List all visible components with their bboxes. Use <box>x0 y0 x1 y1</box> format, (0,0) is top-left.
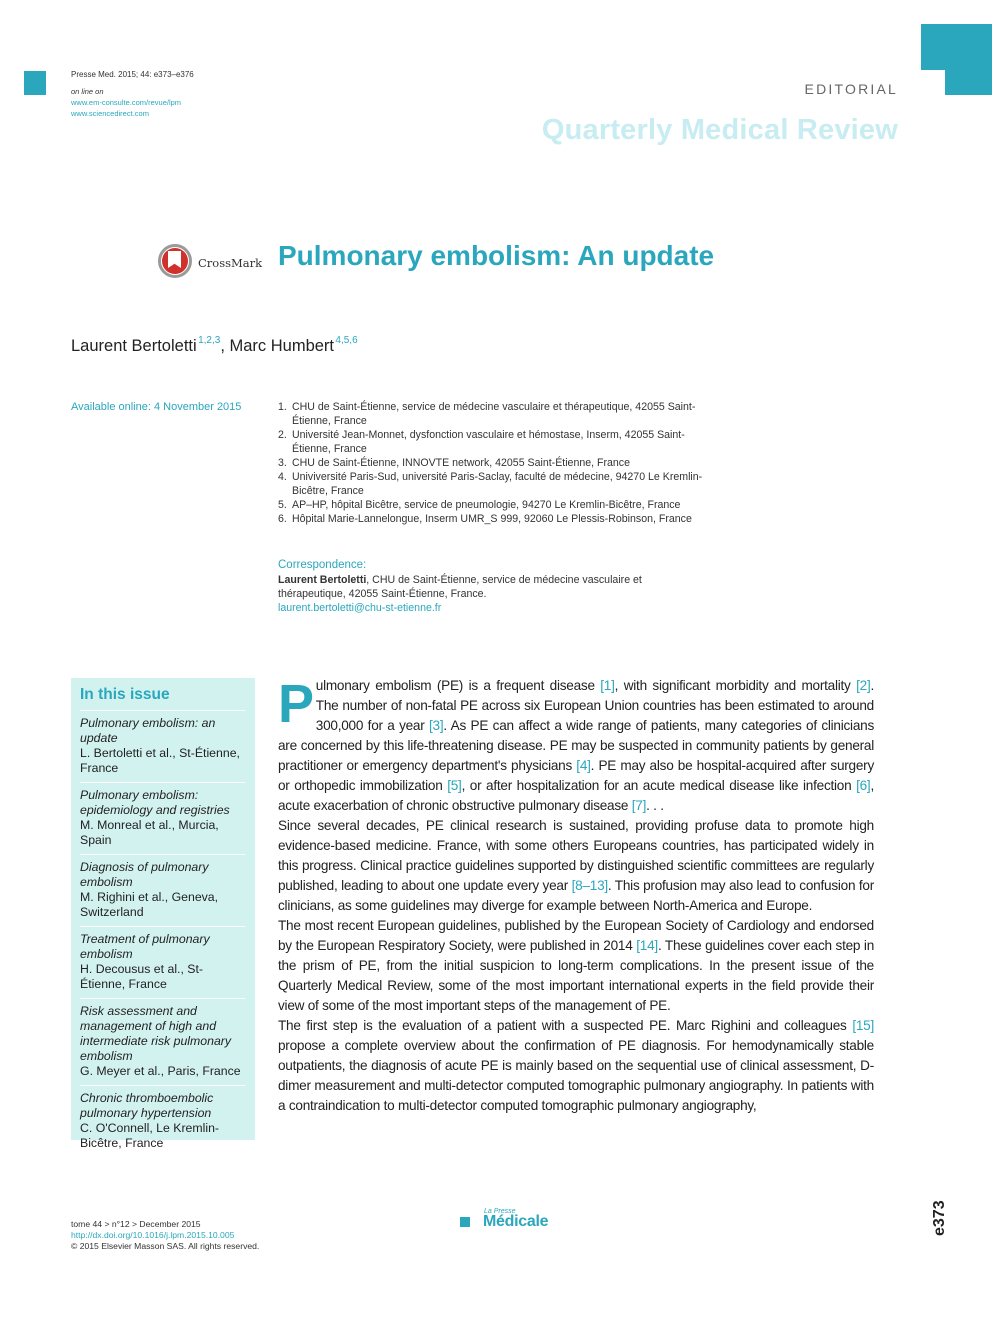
author-affiliation-ref[interactable]: 4,5,6 <box>335 335 358 346</box>
citation-ref[interactable]: [4] <box>576 758 591 773</box>
affiliation-list <box>278 400 718 526</box>
page-footer <box>71 1219 259 1252</box>
logo-square-icon <box>460 1217 470 1227</box>
citation-ref[interactable]: [14] <box>636 938 658 953</box>
author-name: Laurent Bertoletti <box>71 337 197 355</box>
journal-url-sciencedirect[interactable]: www.sciencedirect.com <box>71 109 149 118</box>
doi-link[interactable]: http://dx.doi.org/10.1016/j.lpm.2015.10.005 <box>71 1230 235 1240</box>
section-label: EDITORIAL <box>804 81 898 97</box>
sidebar-issue-item[interactable]: Treatment of pulmonary embolism H. Decousus et al., St-Étienne, France <box>80 926 245 998</box>
copyright: © 2015 Elsevier Masson SAS. All rights reserved. <box>71 1241 260 1251</box>
drop-cap: P <box>278 674 314 734</box>
correspondence-name: Laurent Bertoletti <box>278 574 367 586</box>
affiliation-item: 6. Hôpital Marie-Lannelongue, Inserm UMR_S 999, 92060 Le Plessis-Robinson, France <box>278 513 692 525</box>
citation-ref[interactable]: [7] <box>631 798 647 813</box>
citation-ref[interactable]: [2] <box>856 678 871 693</box>
affiliation-item: 5. AP–HP, hôpital Bicêtre, service de pneumologie, 94270 Le Kremlin-Bicêtre, France <box>278 499 681 511</box>
journal-citation: Presse Med. 2015; 44: e373–e376 <box>71 70 194 79</box>
citation-ref[interactable]: [1] <box>600 678 615 693</box>
citation-ref[interactable]: [5] <box>447 778 462 793</box>
author-affiliation-ref[interactable]: 1,2,3 <box>198 335 221 346</box>
logo-big-text: Médicale <box>483 1213 549 1230</box>
crossmark-badge[interactable] <box>158 244 263 282</box>
crossmark-label: CrossMark <box>198 256 263 270</box>
sidebar-issue-item[interactable]: Diagnosis of pulmonary embolism M. Righini et al., Geneva, Switzerland <box>80 854 245 926</box>
journal-meta <box>71 69 194 119</box>
online-label: on line on <box>71 87 104 96</box>
issue-info: tome 44 > n°12 > December 2015 <box>71 1219 201 1229</box>
affiliation-item: 2. Université Jean-Monnet, dysfonction vasculaire et hémostase, Inserm, 42055 Saint-Étienne, France <box>278 429 685 455</box>
sidebar-issue-item[interactable]: Pulmonary embolism: an update L. Bertoletti et al., St-Étienne, France <box>80 710 245 782</box>
page-number: e373 <box>931 1200 948 1236</box>
decor-square-left <box>24 71 46 95</box>
body-paragraph: Pulmonary embolism (PE) is a frequent disease [1], with significant morbidity and mortality [2]. The number of non-fatal PE across six European Union countries has been estimated to around 300,000 for a year [3]. As PE can affect a wide range of patients, many categories of clinicians are concerned by this life-threatening disease. PE may be suspected in community patients by general practitioner or emergency department's physicians [4]. PE may also be hospital-acquired after surgery or orthopedic immobilization [5], or after hospitalization for an acute medical disease like infection [6], acute exacerbation of chronic obstructive pulmonary disease [7]. . . <box>278 674 875 813</box>
correspondence-block <box>278 558 698 615</box>
body-paragraph: Since several decades, PE clinical research is sustained, providing profuse data to promote high evidence-based medicine. France, with some others Europeans countries, has participated widely in this progress. Clinical practice guidelines supported by distinguished scientific committees are regularly published, leading to about one update every year [8–13]. This profusion may also lead to confusion for clinicians, as some guidelines may diverge for example between North-America and Europe. <box>278 818 874 913</box>
logo-small-text: La Presse <box>484 1208 516 1215</box>
article-body <box>278 676 874 1116</box>
correspondence-heading: Correspondence: <box>278 559 367 571</box>
sidebar-issue-item[interactable]: Pulmonary embolism: epidemiology and registries M. Monreal et al., Murcia, Spain <box>80 782 245 854</box>
author-list: Laurent Bertoletti $^{1,2,3}$, Marc Humbert $^{4,5,6}$ <box>71 335 358 355</box>
citation-ref[interactable]: [15] <box>852 1018 874 1033</box>
sidebar-issue-item[interactable]: Risk assessment and management of high and intermediate risk pulmonary embolism G. Meyer et al., Paris, France <box>80 998 245 1085</box>
series-title: Quarterly Medical Review <box>541 114 898 146</box>
affiliation-item: 1. CHU de Saint-Étienne, service de médecine vasculaire et thérapeutique, 42055 Saint-Étienne, France <box>278 401 696 427</box>
in-this-issue-sidebar <box>71 678 255 1150</box>
decor-notch <box>921 70 945 95</box>
correspondence-email-link[interactable]: laurent.bertoletti@chu-st-etienne.fr <box>278 602 442 614</box>
correspondence-address: Laurent Bertoletti, CHU de Saint-Étienne, service de médecine vasculaire et thérapeutique, 42055 Saint-Étienne, France. <box>278 574 642 600</box>
sidebar-heading: In this issue <box>80 686 170 703</box>
citation-ref[interactable]: [3] <box>429 718 444 733</box>
article-title: Pulmonary embolism: An update <box>278 240 715 271</box>
body-paragraph: The most recent European guidelines, published by the European Society of Cardiology and endorsed by the European Respiratory Society, were published in 2014 [14]. These guidelines cover each step in the prism of PE, from the initial suspicion to long-term complications. In the present issue of the Quarterly Medical Review, some of the most important international experts in the field provide their view of some of the most important steps of the management of PE. <box>278 918 875 1013</box>
citation-ref[interactable]: [6] <box>856 778 871 793</box>
affiliation-item: 4. Univiversité Paris-Sud, université Paris-Saclay, faculté de médecine, 94270 Le Kremlin-Bicêtre, France <box>278 471 703 497</box>
author-name: Marc Humbert <box>229 337 335 355</box>
body-paragraph: The first step is the evaluation of a patient with a suspected PE. Marc Righini and colleagues [15] propose a complete overview about the confirmation of PE diagnosis. For hemodynamically stable outpatients, the diagnosis of acute PE is mainly based on the sequential use of clinical assessment, D-dimer measurement and multi-detector computed tomographic pulmonary angiography. In patients with a contraindication to multi-detector computed tomographic pulmonary angiography, <box>278 1018 874 1113</box>
available-online-date: Available online: 4 November 2015 <box>71 401 242 413</box>
sidebar-issue-item[interactable]: Chronic thromboembolic pulmonary hypertension C. O'Connell, Le Kremlin-Bicêtre, France <box>80 1085 245 1157</box>
journal-url-emconsulte[interactable]: www.em-consulte.com/revue/lpm <box>71 98 182 107</box>
citation-ref[interactable]: [8–13] <box>571 878 608 893</box>
affiliation-item: 3. CHU de Saint-Étienne, INNOVTE network, 42055 Saint-Étienne, France <box>278 457 630 469</box>
